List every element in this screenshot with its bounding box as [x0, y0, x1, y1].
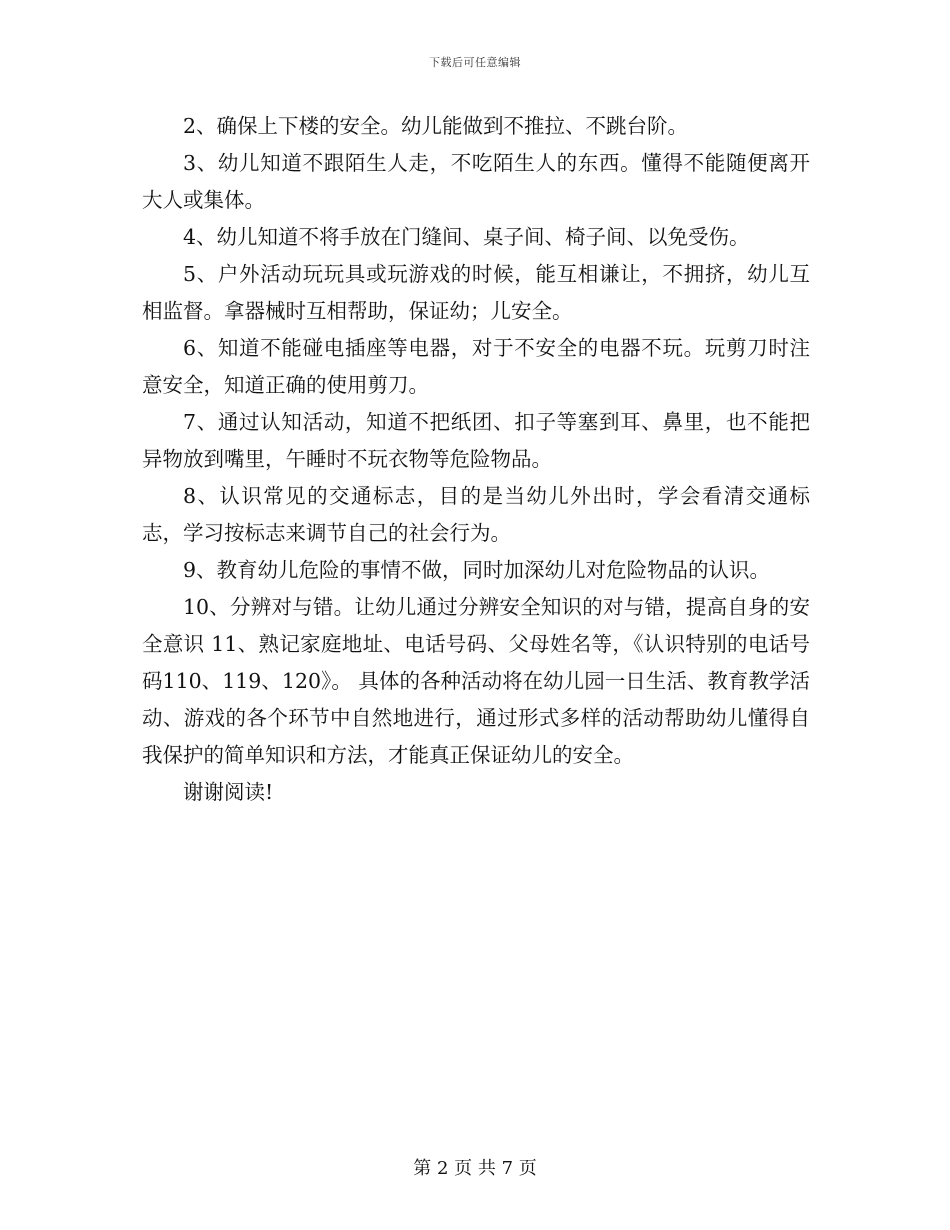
closing-thanks: 谢谢阅读! — [183, 780, 274, 804]
paragraph-5: 5、户外活动玩玩具或玩游戏的时候，能互相谦让，不拥挤，幼儿互相监督。拿器械时互相帮助，保证幼；儿安全。 — [142, 262, 810, 323]
paragraph-4: 4、幼儿知道不将手放在门缝间、桌子间、椅子间、以免受伤。 — [183, 225, 750, 249]
paragraph-10: 10、分辨对与错。让幼儿通过分辨安全知识的对与错，提高自身的安全意识 11、熟记家庭地址、电话号码、父母姓名等，《认识特别的电话号码110、119、120》。 具体的各种活动将在幼儿园一日生活、教育教学活动、游戏的各个环节中自然地进行，通过形式多样的活动帮助幼儿懂得自我保护的简单知识和方法，才能真正保证幼儿的安全。 — [142, 595, 810, 767]
paragraph-9: 9、教育幼儿危险的事情不做，同时加深幼儿对危险物品的认识。 — [183, 558, 771, 582]
page-number: 第 2 页 共 7 页 — [413, 1158, 537, 1179]
page-header-note: 下载后可任意编辑 — [429, 56, 521, 69]
paragraph-6: 6、知道不能碰电插座等电器，对于不安全的电器不玩。玩剪刀时注意安全，知道正确的使用剪刀。 — [142, 336, 810, 397]
document-body — [142, 108, 810, 811]
paragraph-7: 7、通过认知活动，知道不把纸团、扣子等塞到耳、鼻里，也不能把异物放到嘴里，午睡时不玩衣物等危险物品。 — [142, 410, 810, 471]
paragraph-3: 3、幼儿知道不跟陌生人走，不吃陌生人的东西。懂得不能随便离开大人或集体。 — [142, 151, 810, 212]
paragraph-8: 8、认识常见的交通标志，目的是当幼儿外出时，学会看清交通标志，学习按标志来调节自己的社会行为。 — [142, 484, 810, 545]
paragraph-2: 2、确保上下楼的安全。幼儿能做到不推拉、不跳台阶。 — [183, 114, 689, 138]
